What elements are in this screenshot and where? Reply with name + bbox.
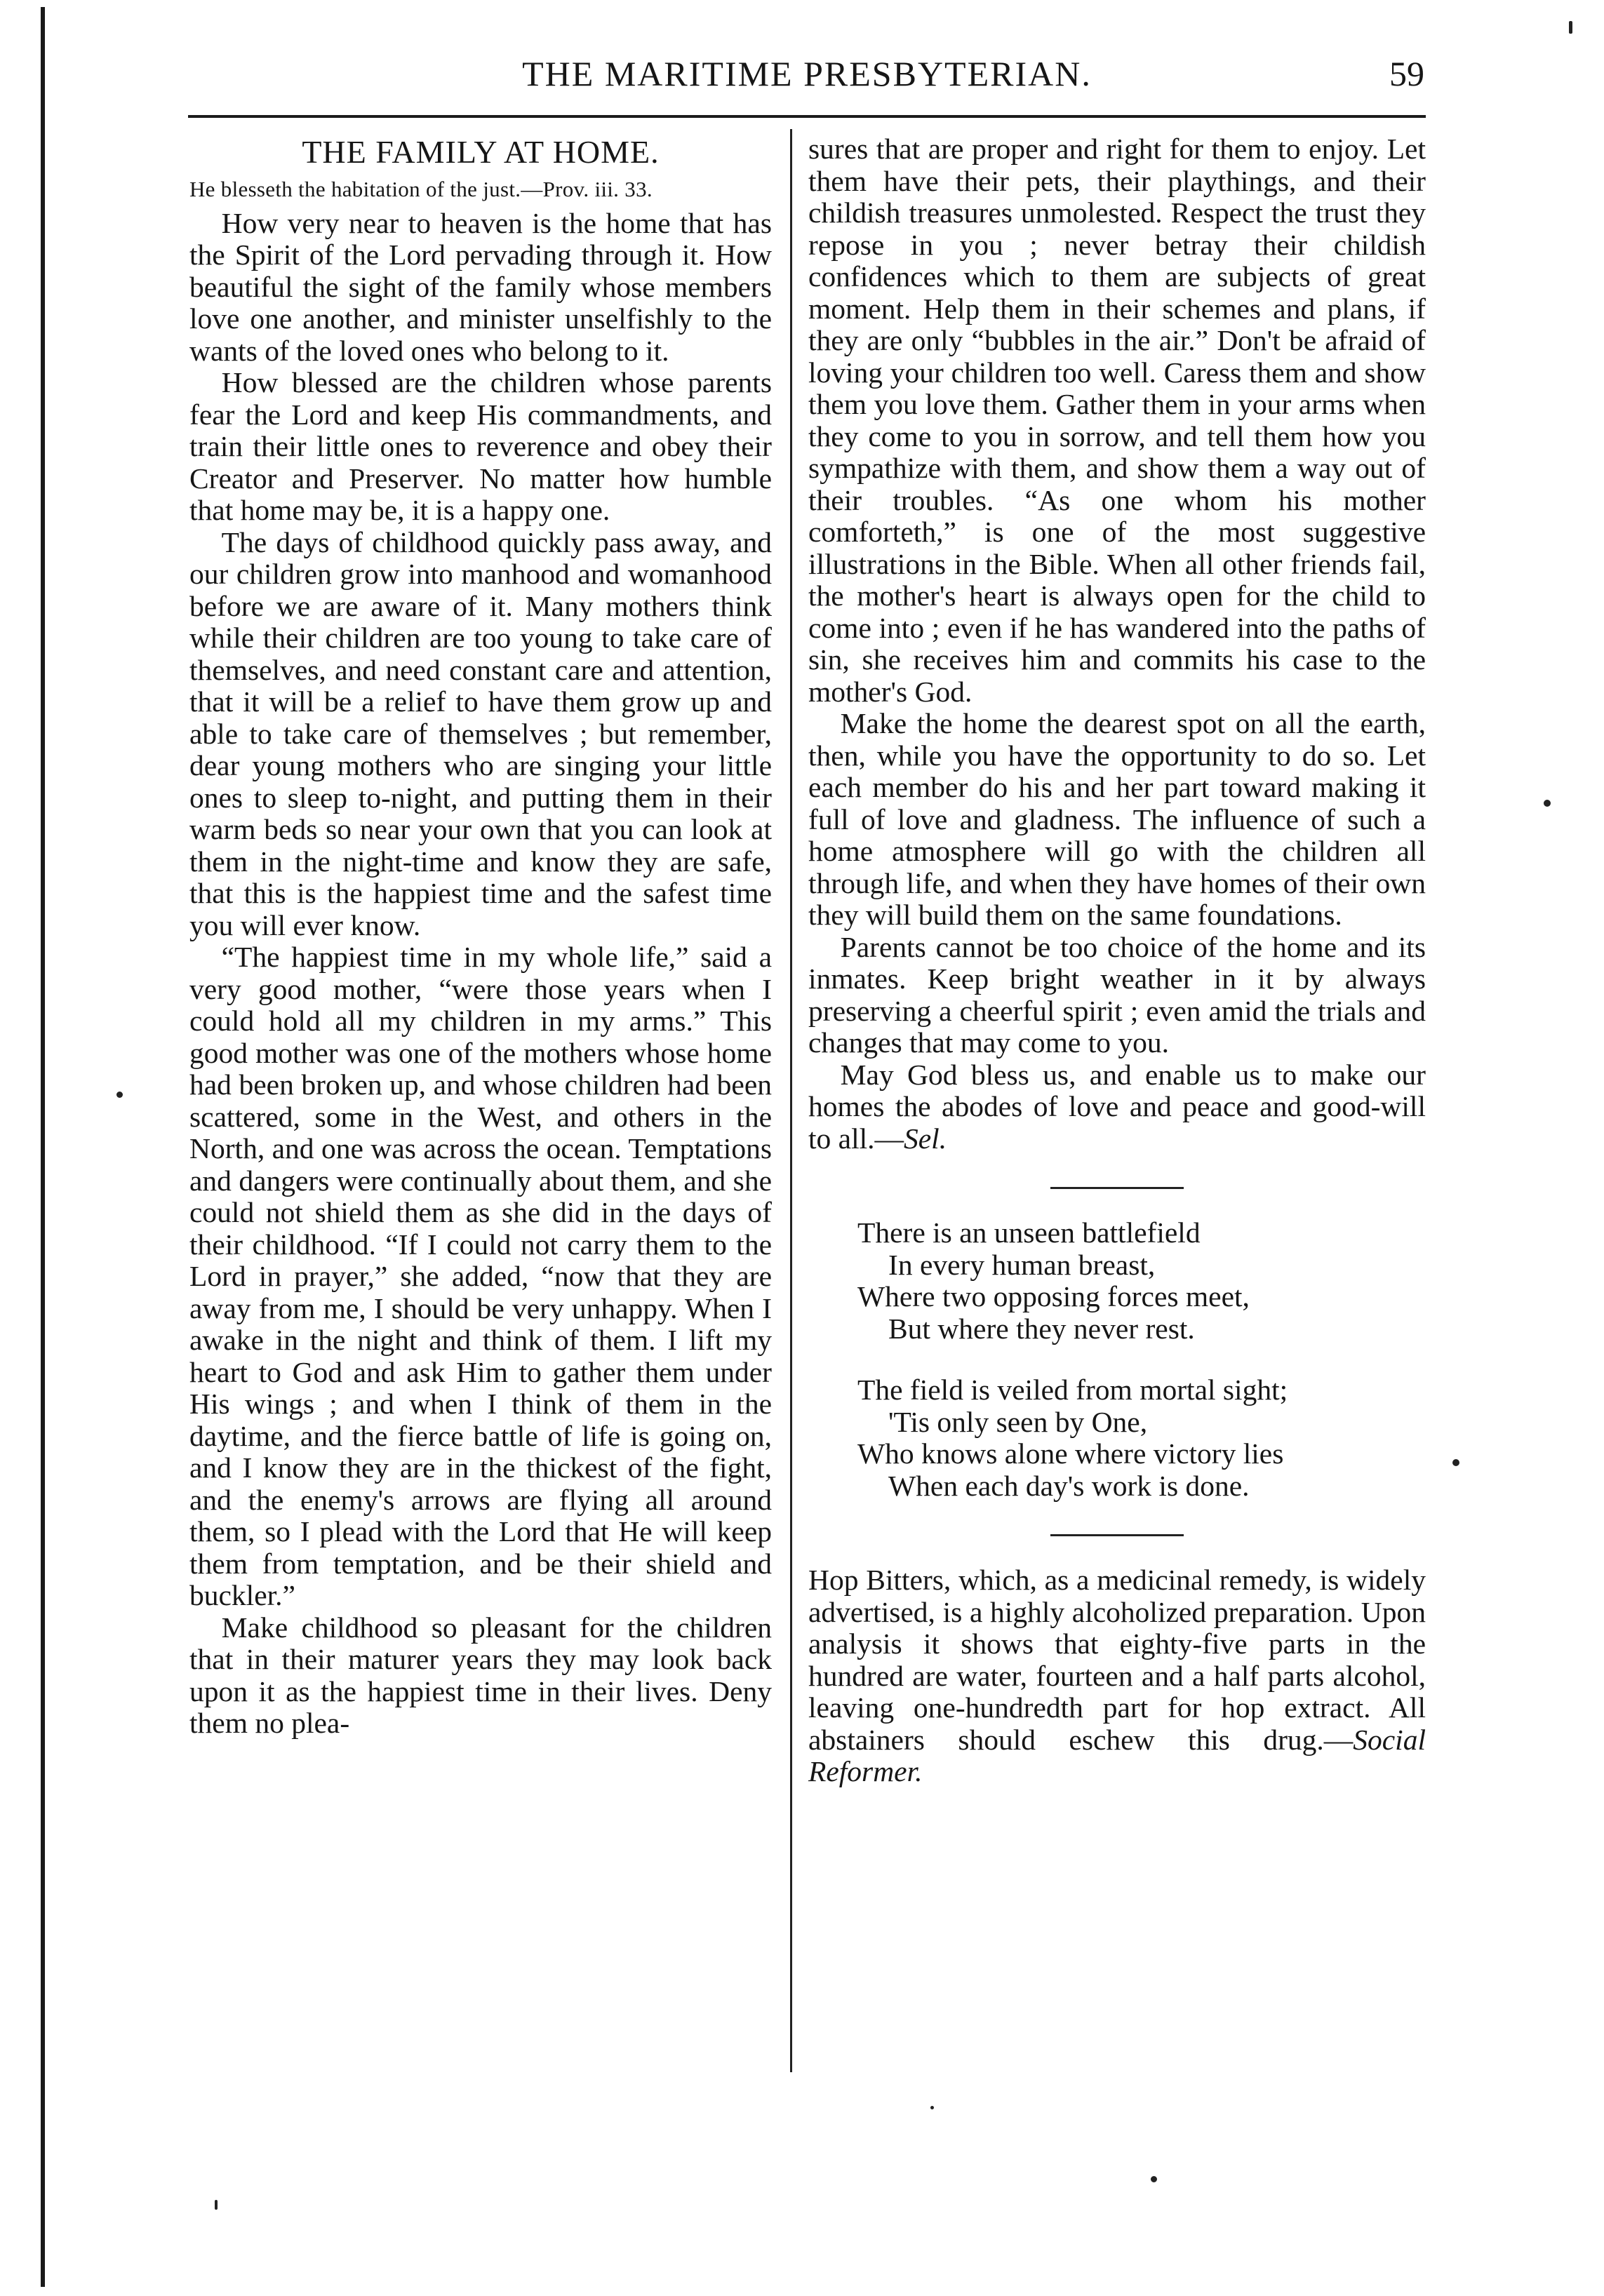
paragraph: How very near to heaven is the home that has the Spirit of the Lord pervading through it. How beautiful the sight of the family whose members love one another, and minister unselfishly to the wants of the loved ones who belong to it.	[189, 206, 772, 367]
notice-text: Hop Bitters, which, as a medicinal remedy, is widely advertised, is a highly alcoholized preparation. Upon analysis it shows that eighty-five parts in the hundred are water, fourteen and a half parts alcohol, leaving one-hundredth part for hop extract. All abstainers should eschew this drug.—	[808, 1564, 1426, 1756]
print-speck	[1151, 2176, 1157, 2182]
left-column	[189, 133, 772, 1740]
paragraph-continuation: sures that are proper and right for them to enjoy. Let them have their pets, their playthings, and their childish treasures unmolested. Respect the trust they repose in you ; never betray their childish confidences which to them are subjects of great moment. Help them in their schemes and plans, if they are only “bubbles in the air.” Don't be afraid of loving your children too well. Caress them and show them you love them. Gather them in your arms when they come to you in sorrow, and tell them how you sympathize with them, and show them a way out of their troubles. “As one whom his mother comforteth,” is one of the most suggestive illustrations in the Bible. When all other friends fail, the mother's heart is always open for the child to come into ; even if he has wandered into the paths of sin, she receives him and commits his case to the mother's God.	[808, 133, 1426, 708]
poem-line: Where two opposing forces meet,	[857, 1280, 1250, 1313]
closing-text: May God bless us, and enable us to make our homes the abodes of love and peace and good-will to all.—	[808, 1058, 1426, 1155]
page-header	[189, 53, 1424, 102]
poem-line: 'Tis only seen by One,	[888, 1405, 1148, 1438]
poem-line: When each day's work is done.	[888, 1469, 1250, 1502]
article-epigraph: He blesseth the habitation of the just.—Prov. iii. 33.	[189, 176, 653, 201]
closing-paragraph	[808, 1059, 1426, 1155]
paragraph: Parents cannot be too choice of the home and its inmates. Keep bright weather in it by always preserving a cheerful spirit ; even amid the trials and changes that may come to you.	[808, 930, 1426, 1059]
poem-line: There is an unseen battlefield	[857, 1216, 1201, 1249]
paragraph: Make childhood so pleasant for the children that in their maturer years they may look back upon it as the happiest time in their lives. Deny them no plea-	[189, 1611, 772, 1739]
header-rule	[188, 115, 1426, 118]
paragraph: How blessed are the children whose parents fear the Lord and keep His commandments, and train their little ones to reverence and obey their Creator and Preserver. No matter how humble that home may be, it is a happy one.	[189, 366, 772, 526]
notice-signature: Social Reformer.	[808, 1723, 1426, 1787]
poem-line: In every human breast,	[888, 1248, 1156, 1281]
poem-line: Who knows alone where victory lies	[857, 1437, 1284, 1470]
poem	[857, 1217, 1426, 1502]
print-speck	[1544, 800, 1551, 807]
print-speck	[930, 2106, 934, 2109]
closing-signature: Sel.	[904, 1122, 947, 1155]
paragraph: Make the home the dearest spot on all the earth, then, while you have the opportunity to do so. Let each member do his and her part toward making it full of love and gladness. The influence of such a home atmosphere will go with the children all through life, and when they have homes of their own they will build them on the same foundations.	[808, 707, 1426, 931]
poem-line: But where they never rest.	[888, 1312, 1195, 1345]
article-title: THE FAMILY AT HOME.	[302, 134, 660, 170]
running-title: THE MARITIME PRESBYTERIAN.	[522, 54, 1092, 93]
section-rule	[1050, 1187, 1184, 1189]
print-speck	[116, 1092, 123, 1098]
print-speck	[1452, 1459, 1459, 1466]
stanza-gap	[857, 1345, 1426, 1374]
right-column	[808, 133, 1426, 1788]
section-rule	[1050, 1534, 1184, 1536]
column-divider	[790, 129, 792, 2072]
paragraph: The days of childhood quickly pass away, and our children grow into manhood and womanhood before we are aware of it. Many mothers think while their children are too young to take care of themselves, and need constant care and attention, that it will be a relief to have them grow up and able to take care of themselves ; but remember, dear young mothers who are singing your little ones to sleep to-night, and putting them in their warm beds so near your own that you can look at them in the night-time and know they are safe, that this is the happiest time and the safest time you will ever know.	[189, 525, 772, 941]
poem-line: The field is veiled from mortal sight;	[857, 1374, 1288, 1406]
page-number: 59	[1389, 54, 1424, 93]
notice-paragraph	[808, 1564, 1426, 1788]
print-speck	[215, 2200, 218, 2210]
print-speck	[1569, 21, 1572, 34]
binding-edge-rule	[41, 7, 45, 2287]
paragraph: “The happiest time in my whole life,” said a very good mother, “were those years when I could hold all my children in my arms.” This good mother was one of the mothers whose home had been broken up, and whose children had been scattered, some in the West, and others in the North, and one was across the ocean. Temptations and dangers were continually about them, and she could not shield them as she did in the days of their childhood. “If I could not carry them to the Lord in prayer,” she added, “now that they are away from me, I should be very unhappy. When I awake in the night and think of them. I lift my heart to God and ask Him to gather them under His wings ; and when I think of them in the daytime, and the fierce battle of life is going on, and I know they are in the thickest of the fight, and the enemy's arrows are flying all around them, so I plead with the Lord that He will keep them from temptation, and be their shield and buckler.”	[189, 941, 772, 1611]
